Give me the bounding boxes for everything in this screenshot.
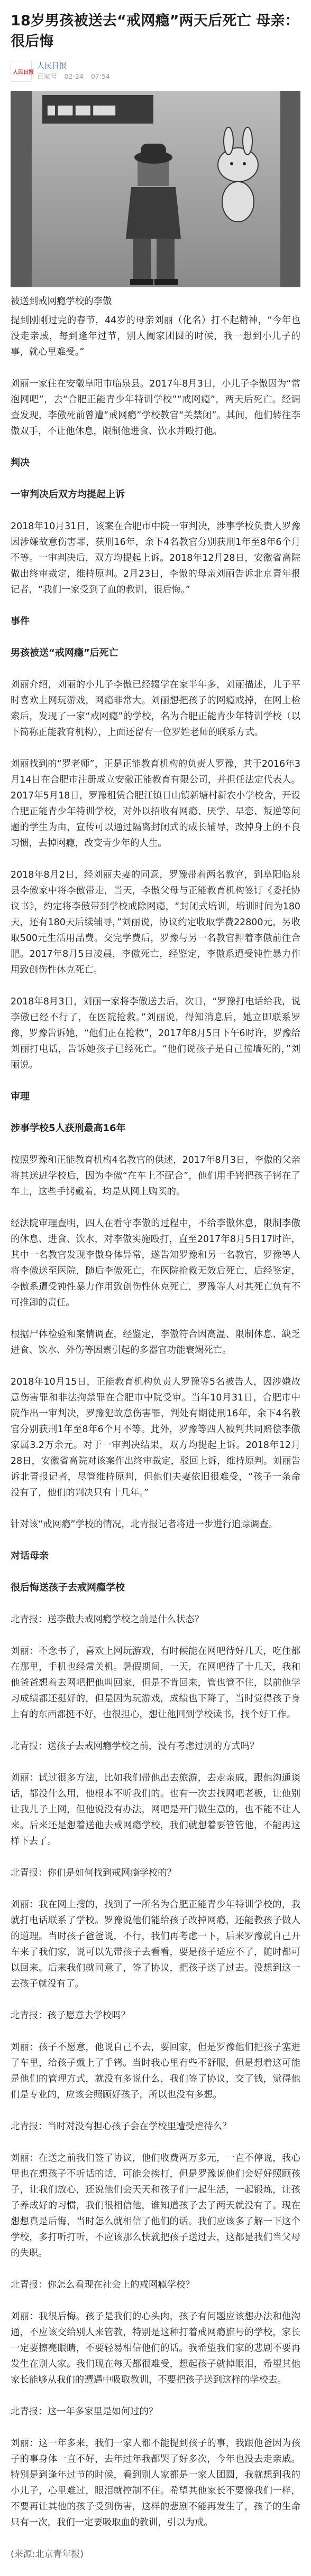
article-title: 18岁男孩被送去“戒网瘾”两天后死亡 母亲：很后悔 [11, 13, 299, 50]
hero-caption: 被送到戒网瘾学校的李傲 [11, 296, 112, 307]
publish-date: 02-24 [64, 72, 84, 80]
section-heading: 判决 [11, 457, 30, 468]
article-meta [11, 59, 300, 83]
svg-text:▇ ▇▇ ▇▇ ▇▇▇: ▇ ▇▇ ▇▇ ▇▇▇ [48, 105, 115, 116]
paragraph: 刘丽找到的“罗老师”，正是正能教育机构的负责人罗豫，其于2016年3月14日在合肥市注册成立安徽正能教育有限公司，并担任法定代表人。2017年5月18日，罗豫租赁合肥江镇日山镇新塘村新农小学校舍，开设合肥正能青少年特训学校，对外以招收有网瘾、厌学、早恋、叛逆等问题的学生为由，宣传可以通过隔离封闭式的成长辅导，改掉身上的不良习惯，去掉网瘾，改变青少年的人生。 [11, 759, 300, 849]
article-source-footer: (来源:北京青年报) [11, 2549, 84, 2560]
hero-image [11, 91, 300, 287]
qa-answer: 刘丽：我在网上搜的，找到了一所名为合肥正能青少年特训学校的，我就打电话联系了学校。罗豫说他们能给孩子改掉网瘾，还能教孩子做人的道理。当时孩子爸爸说，不行，我们再考虑一下，后来罗豫就自己开车来了我们家，说可以先带孩子去看看，要是孩子适应不了，随时都可以回来。后来我们就同意了，签了协议，把孩子送了过去。没想到这一去孩子就没有了。 [11, 1900, 300, 1989]
qa-answer: 刘丽：不念书了，喜欢上网玩游戏，有时候能在网吧待好几天，吃住都在那里，手机也经常关机。暑假期间，一天，在网吧待了十几天，我和他爸爸想着去网吧把他叫回家，但是不肯回来，管也管不住，以前他学习成绩都还挺好的，但是因为玩游戏，成绩也下降了，当时觉得孩子身上有的东西都挺不好，也很担心，想让他回到学校读书，找个好工作。 [11, 1646, 300, 1720]
qa-answer: 刘丽：这一年多来，我们一家人都不能提到孩子的事，我跟他爸因为孩子的事身体一直不好，去年过年我都哭了好多次，今年也没去走亲戚。特别是到逢年过节的时候，看到别人家都是一家人团圆，我就想到我的小儿子，心里难过，眼泪就控制不住。希望其他家长不要像我们一样，不要再让其他的孩子受到伤害，这样的悲剧不能再发生了，孩子的生命只有一次，我们一定要吸取血的教训，引以为戒。 [11, 2438, 300, 2528]
qa-question: 北青报：这一年多家里是如何过的？ [11, 2406, 158, 2417]
section-subheading: 很后悔送孩子去戒网瘾学校 [11, 1582, 125, 1593]
qa-question: 北青报：当时对没有担心孩子会在学校里遭受虐待么？ [11, 2121, 232, 2132]
publish-time: 07:54 [90, 72, 110, 80]
paragraph: 2018年10月31日，该案在合肥市中院一审判决，涉事学校负责人罗豫因涉嫌故意伤害罪，获刑16年，余下4名教官分别获刑1年至8年6个月不等。一审判决后，双方均提起上诉。2018年12月28日，安徽省高院做出终审裁定，维持原判。2月23日，李傲的母亲刘丽告诉北京青年报记者，“我们一家受到了血的教训，很后悔。” [11, 521, 300, 595]
section-subheading: 男孩被送“戒网瘾”后死亡 [11, 647, 118, 659]
qa-list [11, 1612, 300, 2531]
paragraph: 经法院审理查明，四人在看守李傲的过程中，不给李傲休息，限制李傲的休息、进食、饮水，对李傲实施殴打，直至2017年8月5日17时许，其中一名教官发现李傲身体异常，遂告知罗豫和另一名教官，罗豫等人将李傲送至医院，随后李傲死亡，在医院抢救无效后死亡，后经鉴定，李傲系遭受钝性暴力作用致创伤性休克死亡，罗豫等人对其死亡负有不可推卸的责任。 [11, 1218, 300, 1308]
qa-question: 北青报：送李傲去戒网瘾学校之前是什么状态？ [11, 1614, 204, 1625]
qa-answer: 刘丽：我很后悔。孩子是我们的心头肉，孩子有问题应该想办法和他沟通，不应该交给别人来管教，特别是这种打着戒网瘾旗号的学校，家长一定要擦亮眼睛，不要轻易相信他们的话。我希望我们家的悲剧不要再发生在别人家。我们现在每天都很难受，想起孩子就掉眼泪，希望其他家长能够从我们的遭遇中吸取教训，不要把孩子送到这样的学校去。 [11, 2311, 300, 2385]
svg-text:人民日报: 人民日报 [13, 70, 34, 76]
qa-answer: 刘丽：孩子不愿意，他说自己不去，要回家，但是罗豫他们把孩子塞进了车里，给孩子戴上了手铐。当时我心里有些不舒服，但是想着这可能是他们的管理方式，就没有多说什么，我们签了协议，交了钱，觉得他们是专业的，应该会照顾好孩子，所以也没有多想。 [11, 2042, 300, 2100]
qa-question: 北青报：你们是如何找到戒网瘾学校的？ [11, 1868, 177, 1878]
section-heading: 对话母亲 [11, 1550, 49, 1562]
section-heading: 审理 [11, 1091, 30, 1102]
sub-source: 百家号 [37, 72, 57, 80]
qa-answer: 刘丽：在送之前我们签了协议，他们收费两万多元，一直不停说，我心里也在想孩子不听话的话，可能会挨打，但是罗豫说他们会好好照顾孩子，让我们放心，还说他们会天天和孩子们一起生活，一起锻炼，让孩子养成好的习惯，我们很相信他，谁知道孩子去了两天就没有了。现在想想真是后悔，当时怎么就相信了他们的话。我们应该多了解一下这个学校，多打听打听，不应该那么快就把孩子送过去，这都是我们当父母的失职。 [11, 2153, 300, 2259]
source-logo[interactable] [11, 61, 32, 82]
paragraph: 2018年8月2日，经刘丽夫妻的同意，罗豫带着两名教官，到阜阳临泉县李傲家中将李傲带走，当天，李傲父母与正能教育机构签订《委托协议书》，约定将李傲带到学校戒除网瘾，“封闭式培训，培训时间为180天，还有180天后续辅导，”刘丽说，协议约定收取学费22800元，另收取500元生活用品费。交完学费后，罗豫与另一名教官押着李傲前往合肥。2017年8月5日凌晨，李傲死亡，经鉴定，李傲系遭受钝性暴力作用致创伤性休克死亡。 [11, 870, 300, 975]
source-name[interactable]: 人民日报 [37, 62, 67, 70]
paragraph: 刘丽一家住在安徽阜阳市临泉县。2017年8月3日，小儿子李傲因为“常泡网吧”，去“合肥正能青少年特训学校”“戒网瘾”，两天后死亡。经调查发现，李傲死前曾遭“戒网瘾”学校教官“关禁闭”。其间，他们转往李傲双手，不让他休息，限制他进食、饮水并殴打他。 [11, 379, 300, 437]
section-subheading: 涉事学校5人获刑最高16年 [11, 1123, 126, 1134]
paragraph: 根据尸体检验和案情调查，经鉴定，李傲符合因高温、限制休息、缺乏进食、饮水、外伤等因素引起的多器官功能衰竭死亡。 [11, 1329, 300, 1356]
paragraph: 针对该“戒网瘾”学校的情况，北青报记者将进一步进行追踪调查。 [11, 1519, 278, 1530]
section-heading: 事件 [11, 616, 30, 627]
section-subheading: 一审判决后双方均提起上诉 [11, 489, 125, 500]
paragraph: 2018年10月15日，正能教育机构负责人罗豫等5名被告人，因涉嫌故意伤害罪和非法拘禁罪在合肥市中院受审。当年10月31日，合肥市中院作出一审判决，罗豫犯故意伤害罪，判处有期徒刑16年，余下4名教官分别获刑1年至8年6个月不等。此外，罗豫等四人被判共同赔偿李傲家属3.2万余元。对于一审判决结果，双方均提起上诉。2018年12月28日，安徽省高院对该案作出终审裁定，驳回上诉，维持原判。刘丽告诉北青报记者，尽管维持原判，但他们夫妻依旧很难受，“孩子一条命没有了，他们的判决只有十几年。” [11, 1377, 300, 1498]
qa-question: 北青报：孩子愿意去学校吗？ [11, 2010, 131, 2021]
hero-photo [11, 91, 300, 287]
paragraph: 提到刚刚过完的春节，44岁的母亲刘丽（化名）打不起精神，“今年也没走亲戚，每到逢年过节，别人阖家团圆的时候，我一想到小儿子的事，就心里难受。” [11, 315, 300, 358]
qa-question: 北青报：你怎么看现在社会上的戒网瘾学校？ [11, 2280, 195, 2290]
qa-question: 北青报：送孩子去戒网瘾学校之前，没有考虑过别的方式吗？ [11, 1741, 259, 1752]
peoples-daily-logo-icon [12, 65, 34, 78]
paragraph: 刘丽介绍，刘丽的小儿子李傲已经辍学在家半年多，刘丽描述，儿子平时喜欢上网玩游戏，网瘾非常大。刘丽想把孩子的网瘾戒掉，在网上检索后，发现了一家“戒网瘾”的学校，名为合肥正能青少年特训学校（以下简称正能教育机构），上面还留有一位罗姓老师的联系方式。 [11, 680, 300, 738]
paragraph: 按照罗豫和正能教育机构4名教官的供述，2017年8月3日，李傲的父亲将其送进学校后，因为李傲“在车上不配合”，他们用手铐把孩子铐在了车上，这些手铐戴着，均是从网上购买的。 [11, 1155, 300, 1197]
paragraph: 2018年8月3日，刘丽一家将李傲送去后，次日，“罗豫打电话给我，说李傲已经不行了，在医院抢救。”刘丽说，得知消息后，她立即联系罗豫，罗豫告诉她，“他们正在抢救”，2017年8月5日下午6时许，罗豫给刘丽打电话，告诉她孩子已经死亡。“他们说孩子是自己撞墙死的，”刘丽说。 [11, 996, 300, 1070]
qa-answer: 刘丽：试过很多方法，比如我们带他出去旅游，去走亲戚，跟他沟通谈话，都没什么用，他根本不听我们的。也有一次去找网吧老板，让他别让我儿子上网，但他说没有办法，网吧是开门做生意的，也不能不让人来。后来还是想着送他去戒网瘾学校，我们就想着要管管他，不能再这样下去了。 [11, 1773, 300, 1847]
